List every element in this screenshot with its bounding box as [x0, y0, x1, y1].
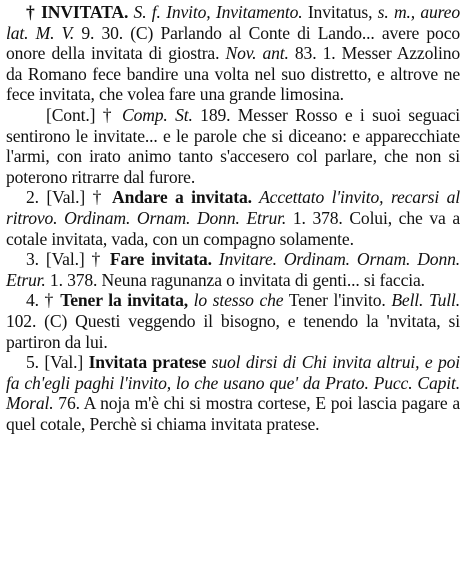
sense-4-text: 102. (C) Questi veggendo il bisogno, e tenendo la 'nvitata, si partiron da lui. [6, 310, 460, 352]
citation-text-2: 83. 1. Messer Azzolino da Romano fece bandire una volta nel suo distretto, e altrove ne fece invitata, che volea fare una grande limosina. [6, 43, 460, 105]
sense-5-text: 76. A noja m'è chi si mostra cortese, E poi lascia pagare a quel cotale, Perchè si chiama invitata pratese. [6, 393, 460, 434]
latin-equivalent: Invitatus, [302, 2, 378, 22]
headword: † INVITATA. [26, 2, 129, 22]
cont-source: Comp. St. [121, 104, 193, 125]
sense-2 [6, 187, 460, 249]
sense-2-text: 1. 378. Colui, che va a cotale invitata, vada, con un compagno solamente. [6, 207, 461, 249]
sense-2-number: 2. [Val.] † [26, 187, 113, 208]
sense-5-phrase: Invitata pratese [88, 352, 207, 373]
sense-3-text: 1. 378. Neuna ragunanza o invitata di genti... si faccia. [45, 269, 425, 290]
citation-source-1: Nov. ant. [225, 43, 289, 64]
sense-5-number: 5. [Val.] [26, 352, 89, 373]
sense-5-definition: suol dirsi di Chi invita altrui, e poi fa ch'egli paghi l'invito, lo che usano que' da Prato. Pucc. Capit. Moral. [6, 352, 461, 414]
definition: Invito, Invitamento. [166, 2, 303, 22]
part-of-speech: S. f. [133, 2, 161, 22]
sense-4-mid: Tener l'invito. [283, 290, 392, 311]
sense-2-phrase: Andare a invitata. [112, 187, 252, 208]
dictionary-page [6, 2, 460, 434]
sense-4-phrase: Tener la invitata, [60, 290, 188, 311]
cont-tag: [Cont.] † [46, 104, 122, 125]
sense-4-definition: lo stesso che [187, 290, 284, 311]
cont-text: 189. Messer Rosso e i suoi seguaci sentirono le invitate... e le parole che si diceano: e apparecchiate l'armi, con irato animo tanto s'accesero col parlare, che non si poterono ritrarre dal furore. [6, 104, 460, 187]
sense-3-phrase: Fare invitata. [109, 249, 212, 270]
sense-3 [6, 249, 460, 290]
sense-4-number: 4. † [26, 290, 61, 311]
citation-text-1: 9. 30. (C) Parlando al Conte di Lando... avere poco onore della invitata di giostra. [6, 22, 460, 64]
latin-note: s. m., aureo lat. M. V. [6, 2, 460, 43]
entry-invitata [6, 2, 460, 105]
sense-3-number: 3. [Val.] † [26, 249, 110, 270]
sense-4-source: Bell. Tull. [391, 290, 460, 311]
sense-3-definition: Invitare. Ordinam. Ornam. Donn. Etrur. [6, 249, 460, 290]
sense-2-definition: Accettato l'invito, recarsi al ritrovo. Ordinam. Ornam. Donn. Etrur. [6, 187, 460, 228]
sense-5 [6, 352, 460, 434]
sense-4 [6, 290, 460, 352]
entry-continuation [6, 105, 460, 187]
